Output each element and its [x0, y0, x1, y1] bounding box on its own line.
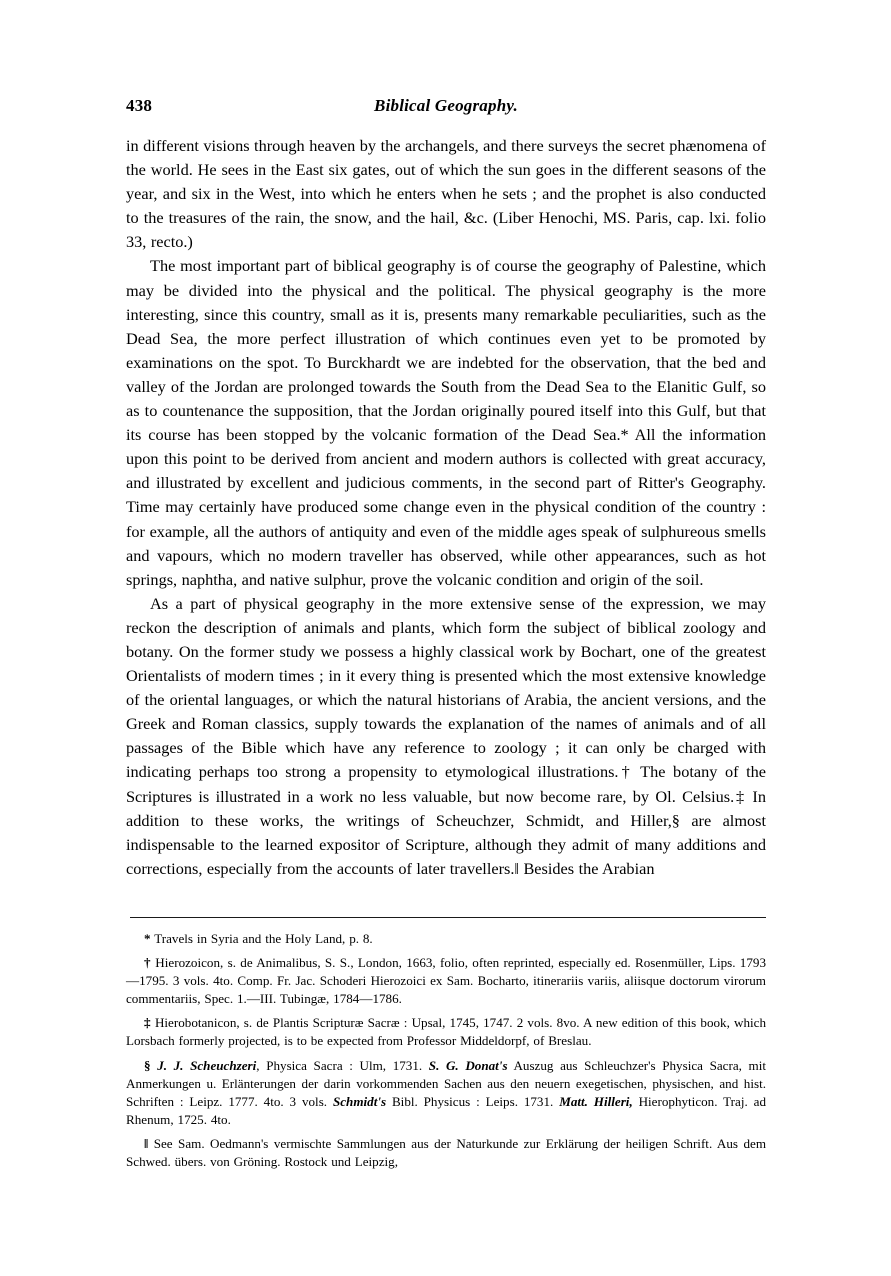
page-folio-number: 438: [126, 96, 153, 115]
footnote-text: , Physica Sacra : Ulm, 1731.: [256, 1057, 429, 1073]
footnote-entry: [126, 930, 766, 948]
footnote-text: See Sam. Oedmann's vermischte Sammlungen aus der Naturkunde zur Erklärung der heiligen Schrift. Aus dem Schwed. übers. von Gröning. Rostock und Leipzig,: [126, 1135, 767, 1170]
footnote-title-italic: Schmidt's: [332, 1093, 387, 1109]
footnote-title-italic: Matt. Hilleri,: [559, 1093, 633, 1109]
footnotes-section: [126, 930, 766, 1171]
footnote-text: Hierobotanicon, s. de Plantis Scripturæ Sacræ : Upsal, 1745, 1747. 2 vols. 8vo. A new edition of this book, which Lorsbach formerly projected, is to be expected from Professor Middeldorpf, of Breslau.: [126, 1015, 766, 1049]
footnote-marker: §: [144, 1057, 151, 1073]
body-text-column: [126, 134, 766, 881]
footnote-marker: *: [144, 931, 151, 946]
footnote-separator-rule: [130, 917, 766, 918]
footnote-text: Travels in Syria and the Holy Land, p. 8.: [154, 931, 373, 946]
footnote-title-italic: S. G. Donat's: [428, 1057, 508, 1073]
footnote-marker: ‡: [144, 1015, 151, 1031]
footnote-text: Auszug aus Schleuchzer's Physica Sacra, mit Anmerkungen u. Erlänterungen der darin vorkommenden Sachen aus den neuern exegetischen, physischen, and hist. Schriften : Leipz. 1777. 4to. 3 vols.: [126, 1057, 767, 1109]
body-paragraph: in different visions through heaven by the archangels, and there surveys the secret phænomena of the world. He sees in the East six gates, out of which the sun goes in the different seasons of the year, and six in the West, into which he enters when he sets ; and the prophet is also conducted to the treasures of the rain, the snow, and the hail, &c. (Liber Henochi, MS. Paris, cap. lxi. folio 33, recto.): [126, 136, 766, 252]
footnote-text: Hierophyticon. Traj. ad Rhenum, 1725. 4to.: [126, 1093, 766, 1127]
footnote-text: Bibl. Physicus : Leips. 1731.: [386, 1093, 560, 1109]
page-header: [126, 96, 766, 122]
footnote-marker: ‖: [144, 1135, 149, 1151]
footnote-entry: [126, 1057, 766, 1129]
footnote-entry: [126, 1014, 766, 1050]
footnote-text: Hierozoicon, s. de Animalibus, S. S., London, 1663, folio, often reprinted, especially ed. Rosenmüller, Lips. 1793—1795. 3 vols. 4to. Comp. Fr. Jac. Schoderi Hierozoici ex Sam. Bocharto, itinerariis variis, aliisque doctorum virorum commentariis, Spec. 1.—III. Tubingæ, 1784—1786.: [126, 955, 766, 1007]
footnote-entry: [126, 1135, 766, 1171]
body-paragraph: The most important part of biblical geography is of course the geography of Palestine, which may be divided into the physical and the political. The physical geography is the more interesting, since this country, small as it is, presents many remarkable peculiarities, such as the Dead Sea, the more perfect illustration of which continues even yet to be promoted by examinations on the spot. To Burckhardt we are indebted for the observation, that the bed and valley of the Jordan are prolonged towards the South from the Dead Sea to the Elanitic Gulf, so as to countenance the supposition, that the Jordan originally poured itself into this Gulf, but that its course has been stopped by the volcanic formation of the Dead Sea.* All the information upon this point to be derived from ancient and modern authors is collected with great accuracy, and illustrated by excellent and judicious comments, in the second part of Ritter's Geography. Time may certainly have produced some change even in the physical condition of the country : for example, all the authors of antiquity and even of the middle ages speak of sulphureous smells and vapours, which no modern traveller has observed, while other appearances, such as hot springs, naphtha, and native sulphur, prove the volcanic condition and origin of the soil.: [126, 256, 766, 589]
running-head-title: Biblical Geography.: [374, 96, 518, 115]
footnote-entry: [126, 954, 766, 1008]
body-paragraph: As a part of physical geography in the more extensive sense of the expression, we may reckon the description of animals and plants, which form the subject of biblical zoology and botany. On the former study we possess a highly classical work by Bochart, one of the greatest Orientalists of modern times ; in it every thing is presented which the most extensive knowledge of the oriental languages, or which the natural historians of Arabia, the ancient versions, and the Greek and Roman classics, supply towards the explanation of the names of animals and of all passages of the Bible which have any reference to zoology ; it can only be charged with indicating perhaps too strong a propensity to etymological illustrations.† The botany of the Scriptures is illustrated in a work no less valuable, but now become rare, by Ol. Celsius.‡ In addition to these works, the writings of Scheuchzer, Schmidt, and Hiller,§ are almost indispensable to the learned expositor of Scripture, although they admit of many additions and corrections, especially from the accounts of later travellers.‖ Besides the Arabian: [126, 593, 766, 878]
footnote-marker: †: [144, 955, 151, 971]
footnote-title-italic: J. J. Scheuchzeri: [157, 1057, 257, 1073]
